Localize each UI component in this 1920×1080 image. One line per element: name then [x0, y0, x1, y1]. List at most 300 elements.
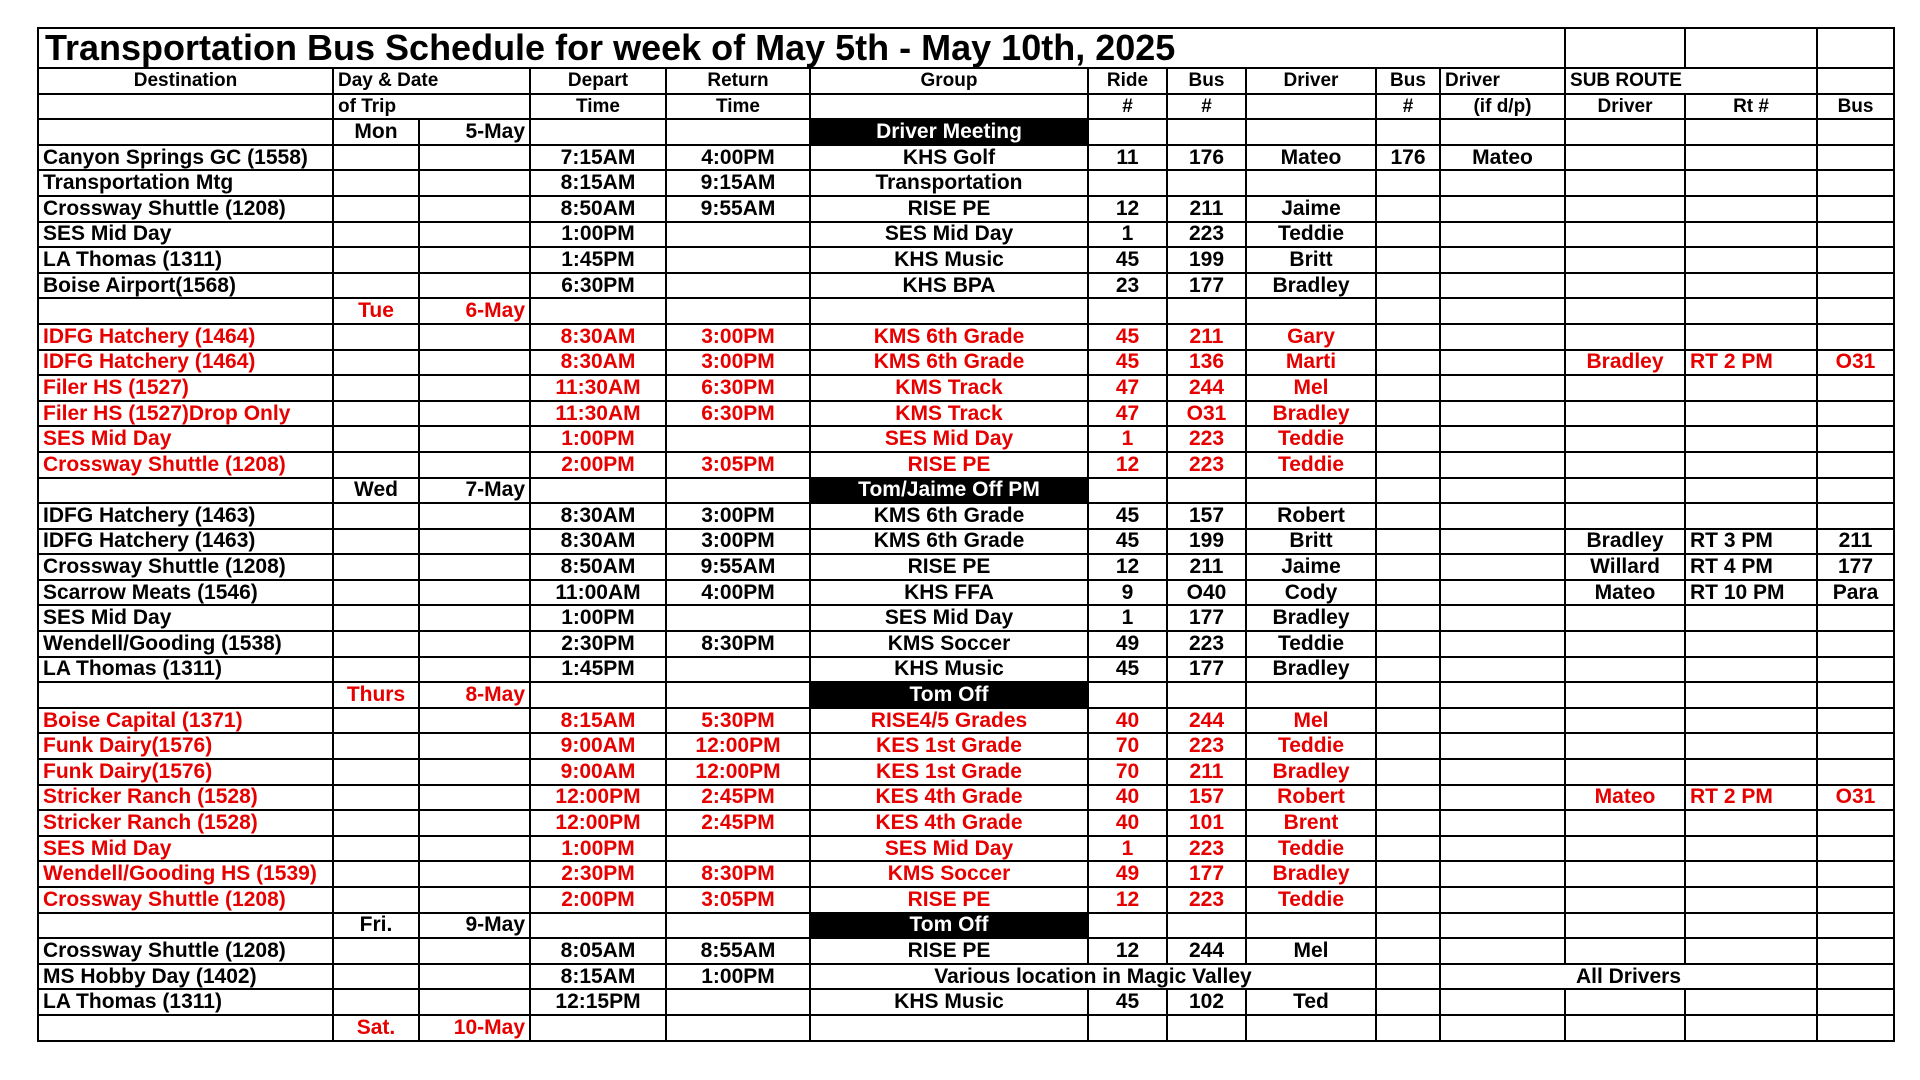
bus-number-cell: 199 — [1167, 529, 1246, 555]
bus-2-cell — [1376, 324, 1440, 350]
empty-cell — [1246, 94, 1376, 120]
destination-cell: SES Mid Day — [38, 426, 333, 452]
driver-cell: Bradley — [1246, 759, 1376, 785]
empty-cell — [1685, 28, 1817, 68]
date-label: 5-May — [419, 119, 530, 145]
bus-2-cell — [1376, 401, 1440, 427]
empty-cell — [1440, 119, 1565, 145]
bus-2-cell — [1376, 247, 1440, 273]
sub-driver-cell — [1565, 989, 1685, 1015]
ride-number-cell: 1 — [1088, 426, 1167, 452]
sub-route-cell — [1685, 324, 1817, 350]
trip-row — [38, 580, 1894, 606]
driver-2-cell — [1440, 452, 1565, 478]
empty-cell — [1817, 119, 1894, 145]
bus-number-cell: 177 — [1167, 657, 1246, 683]
empty-cell — [1817, 913, 1894, 939]
bus-number-cell: O40 — [1167, 580, 1246, 606]
empty-cell — [1565, 298, 1685, 324]
sub-bus-cell: O31 — [1817, 785, 1894, 811]
return-time-cell: 6:30PM — [666, 401, 810, 427]
empty-cell — [333, 375, 419, 401]
trip-row — [38, 222, 1894, 248]
depart-time-cell: 12:15PM — [530, 989, 666, 1015]
empty-cell — [1088, 682, 1167, 708]
bus-number-cell: 244 — [1167, 708, 1246, 734]
trip-row — [38, 273, 1894, 299]
trip-row — [38, 733, 1894, 759]
header-bus-number: # — [1167, 94, 1246, 120]
empty-cell — [1817, 298, 1894, 324]
day-label: Sat. — [333, 1015, 419, 1041]
return-time-cell: 5:30PM — [666, 708, 810, 734]
empty-cell — [419, 503, 530, 529]
bus-2-cell — [1376, 426, 1440, 452]
driver-cell — [1246, 170, 1376, 196]
destination-cell: SES Mid Day — [38, 605, 333, 631]
trip-row — [38, 554, 1894, 580]
trip-row — [38, 657, 1894, 683]
group-cell: RISE PE — [810, 887, 1088, 913]
sub-driver-cell — [1565, 938, 1685, 964]
sub-bus-cell — [1817, 503, 1894, 529]
sub-bus-cell — [1817, 887, 1894, 913]
sub-route-cell: RT 3 PM — [1685, 529, 1817, 555]
empty-cell — [1376, 298, 1440, 324]
return-time-cell: 1:00PM — [666, 964, 810, 990]
header-day-date: Day & Date — [333, 68, 530, 94]
sub-route-cell — [1685, 810, 1817, 836]
empty-cell — [1167, 298, 1246, 324]
empty-cell — [810, 94, 1088, 120]
sub-driver-cell — [1565, 503, 1685, 529]
empty-cell — [1817, 478, 1894, 504]
depart-time-cell: 8:50AM — [530, 196, 666, 222]
empty-cell — [419, 529, 530, 555]
return-time-cell: 12:00PM — [666, 733, 810, 759]
return-time-cell: 8:30PM — [666, 861, 810, 887]
sub-bus-cell — [1817, 708, 1894, 734]
empty-cell — [1376, 1015, 1440, 1041]
day-note: Tom Off — [810, 682, 1088, 708]
driver-cell: Mel — [1246, 938, 1376, 964]
driver-cell: Jaime — [1246, 554, 1376, 580]
destination-cell: IDFG Hatchery (1464) — [38, 324, 333, 350]
depart-time-cell: 8:15AM — [530, 964, 666, 990]
header-if-dp: (if d/p) — [1440, 94, 1565, 120]
depart-time-cell: 1:00PM — [530, 222, 666, 248]
return-time-cell — [666, 989, 810, 1015]
driver-2-cell — [1440, 759, 1565, 785]
sub-driver-cell — [1565, 733, 1685, 759]
empty-cell — [1088, 119, 1167, 145]
driver-2-cell — [1440, 324, 1565, 350]
empty-cell — [419, 170, 530, 196]
empty-cell — [1440, 682, 1565, 708]
driver-2-cell — [1440, 580, 1565, 606]
empty-cell — [1246, 119, 1376, 145]
empty-cell — [1167, 1015, 1246, 1041]
empty-cell — [1246, 913, 1376, 939]
return-time-cell: 4:00PM — [666, 580, 810, 606]
empty-cell — [1440, 478, 1565, 504]
sub-route-cell — [1685, 759, 1817, 785]
header-of-trip: of Trip — [333, 94, 530, 120]
bus-2-cell — [1376, 861, 1440, 887]
driver-2-cell — [1440, 861, 1565, 887]
group-cell: KMS Soccer — [810, 631, 1088, 657]
destination-cell: Crossway Shuttle (1208) — [38, 196, 333, 222]
group-cell: KHS FFA — [810, 580, 1088, 606]
header-ride: Ride — [1088, 68, 1167, 94]
driver-2-cell — [1440, 196, 1565, 222]
group-cell: KMS 6th Grade — [810, 503, 1088, 529]
depart-time-cell: 8:15AM — [530, 170, 666, 196]
depart-time-cell: 8:50AM — [530, 554, 666, 580]
header-bus-2: Bus — [1376, 68, 1440, 94]
return-time-cell — [666, 605, 810, 631]
empty-cell — [1088, 913, 1167, 939]
empty-cell — [1440, 298, 1565, 324]
header-depart-time: Time — [530, 94, 666, 120]
sub-bus-cell — [1817, 375, 1894, 401]
ride-number-cell: 12 — [1088, 554, 1167, 580]
sub-bus-cell: O31 — [1817, 350, 1894, 376]
driver-cell: Gary — [1246, 324, 1376, 350]
empty-cell — [666, 478, 810, 504]
empty-cell — [333, 733, 419, 759]
empty-cell — [1685, 478, 1817, 504]
empty-cell — [1246, 682, 1376, 708]
group-cell: SES Mid Day — [810, 222, 1088, 248]
date-label: 7-May — [419, 478, 530, 504]
sub-route-cell — [1685, 887, 1817, 913]
destination-cell: Crossway Shuttle (1208) — [38, 554, 333, 580]
empty-cell — [419, 964, 530, 990]
empty-cell — [419, 887, 530, 913]
empty-cell — [419, 222, 530, 248]
date-label: 8-May — [419, 682, 530, 708]
empty-cell — [1565, 1015, 1685, 1041]
driver-cell: Bradley — [1246, 273, 1376, 299]
ride-number-cell: 23 — [1088, 273, 1167, 299]
destination-cell: Boise Capital (1371) — [38, 708, 333, 734]
group-cell: KHS Music — [810, 657, 1088, 683]
destination-cell: MS Hobby Day (1402) — [38, 964, 333, 990]
trip-row — [38, 375, 1894, 401]
empty-cell — [419, 273, 530, 299]
day-label: Fri. — [333, 913, 419, 939]
depart-time-cell: 11:00AM — [530, 580, 666, 606]
sub-route-cell — [1685, 426, 1817, 452]
sub-bus-cell — [1817, 426, 1894, 452]
return-time-cell: 9:55AM — [666, 554, 810, 580]
empty-cell — [419, 401, 530, 427]
destination-cell: IDFG Hatchery (1463) — [38, 503, 333, 529]
driver-2-cell — [1440, 605, 1565, 631]
trip-row — [38, 631, 1894, 657]
empty-cell — [419, 989, 530, 1015]
return-time-cell: 2:45PM — [666, 810, 810, 836]
sub-driver-cell — [1565, 631, 1685, 657]
ride-number-cell: 47 — [1088, 401, 1167, 427]
ride-number-cell: 1 — [1088, 605, 1167, 631]
bus-number-cell: 223 — [1167, 733, 1246, 759]
empty-cell — [530, 119, 666, 145]
sub-bus-cell — [1817, 401, 1894, 427]
sub-bus-cell — [1817, 733, 1894, 759]
trip-row — [38, 452, 1894, 478]
header-bus: Bus — [1167, 68, 1246, 94]
depart-time-cell: 1:00PM — [530, 605, 666, 631]
destination-cell: Crossway Shuttle (1208) — [38, 938, 333, 964]
header-sub-driver: Driver — [1565, 94, 1685, 120]
sub-driver-cell — [1565, 759, 1685, 785]
driver-cell: Mel — [1246, 708, 1376, 734]
depart-time-cell: 9:00AM — [530, 759, 666, 785]
depart-time-cell: 8:30AM — [530, 324, 666, 350]
driver-cell: Bradley — [1246, 401, 1376, 427]
empty-cell — [333, 324, 419, 350]
return-time-cell: 6:30PM — [666, 375, 810, 401]
sub-route-cell — [1685, 708, 1817, 734]
bus-number-cell: 177 — [1167, 273, 1246, 299]
trip-row — [38, 810, 1894, 836]
group-cell: RISE PE — [810, 196, 1088, 222]
bus-2-cell — [1376, 836, 1440, 862]
day-label: Mon — [333, 119, 419, 145]
empty-cell — [333, 964, 419, 990]
header-sub-bus: Bus — [1817, 94, 1894, 120]
sub-driver-cell — [1565, 426, 1685, 452]
sub-bus-cell — [1817, 605, 1894, 631]
trip-row — [38, 964, 1894, 990]
return-time-cell — [666, 247, 810, 273]
empty-cell — [333, 759, 419, 785]
trip-row — [38, 529, 1894, 555]
return-time-cell: 3:05PM — [666, 887, 810, 913]
return-time-cell: 4:00PM — [666, 145, 810, 171]
empty-cell — [1376, 119, 1440, 145]
empty-cell — [419, 247, 530, 273]
empty-cell — [419, 605, 530, 631]
ride-number-cell: 40 — [1088, 785, 1167, 811]
empty-cell — [419, 196, 530, 222]
ride-number-cell: 45 — [1088, 529, 1167, 555]
bus-number-cell: 223 — [1167, 836, 1246, 862]
sub-bus-cell — [1817, 170, 1894, 196]
return-time-cell: 3:00PM — [666, 503, 810, 529]
empty-cell — [419, 145, 530, 171]
bus-number-cell: 211 — [1167, 196, 1246, 222]
depart-time-cell: 8:15AM — [530, 708, 666, 734]
bus-number-cell: 136 — [1167, 350, 1246, 376]
empty-cell — [1167, 119, 1246, 145]
empty-cell — [1685, 298, 1817, 324]
driver-2-cell — [1440, 375, 1565, 401]
depart-time-cell: 2:00PM — [530, 887, 666, 913]
empty-cell — [419, 733, 530, 759]
ride-number-cell: 12 — [1088, 887, 1167, 913]
header-return: Return — [666, 68, 810, 94]
empty-cell — [1817, 28, 1894, 68]
empty-cell — [333, 170, 419, 196]
sub-bus-cell — [1817, 861, 1894, 887]
sub-driver-cell — [1565, 145, 1685, 171]
empty-cell — [530, 478, 666, 504]
sub-route-cell — [1685, 452, 1817, 478]
destination-cell: SES Mid Day — [38, 222, 333, 248]
sub-driver-cell — [1565, 810, 1685, 836]
day-note: Tom/Jaime Off PM — [810, 478, 1088, 504]
driver-2-cell — [1440, 657, 1565, 683]
trip-row — [38, 170, 1894, 196]
sub-driver-cell: Bradley — [1565, 350, 1685, 376]
bus-number-cell: 177 — [1167, 605, 1246, 631]
empty-cell — [419, 580, 530, 606]
group-cell: KHS BPA — [810, 273, 1088, 299]
sub-bus-cell — [1817, 273, 1894, 299]
group-cell: RISE PE — [810, 452, 1088, 478]
empty-cell — [1565, 682, 1685, 708]
trip-row — [38, 605, 1894, 631]
sub-route-cell — [1685, 145, 1817, 171]
bus-number-cell: 244 — [1167, 375, 1246, 401]
sub-driver-cell — [1565, 401, 1685, 427]
bus-2-cell — [1376, 375, 1440, 401]
return-time-cell: 3:00PM — [666, 350, 810, 376]
empty-cell — [1565, 28, 1685, 68]
depart-time-cell: 12:00PM — [530, 810, 666, 836]
driver-2-cell — [1440, 938, 1565, 964]
sub-bus-cell: 177 — [1817, 554, 1894, 580]
bus-number-cell: 211 — [1167, 759, 1246, 785]
bus-schedule-table — [37, 27, 1895, 1042]
driver-cell: Teddie — [1246, 426, 1376, 452]
driver-cell: Marti — [1246, 350, 1376, 376]
bus-2-cell — [1376, 554, 1440, 580]
trip-row — [38, 145, 1894, 171]
ride-number-cell: 45 — [1088, 657, 1167, 683]
driver-2-cell — [1440, 733, 1565, 759]
sub-route-cell — [1685, 401, 1817, 427]
empty-cell — [1088, 1015, 1167, 1041]
day-header-row — [38, 682, 1894, 708]
destination-cell: Canyon Springs GC (1558) — [38, 145, 333, 171]
group-cell: SES Mid Day — [810, 605, 1088, 631]
trip-row — [38, 503, 1894, 529]
sub-bus-cell — [1817, 196, 1894, 222]
bus-number-cell: 223 — [1167, 222, 1246, 248]
empty-cell — [666, 682, 810, 708]
driver-cell: Cody — [1246, 580, 1376, 606]
destination-cell: Transportation Mtg — [38, 170, 333, 196]
bus-2-cell — [1376, 170, 1440, 196]
destination-cell: Crossway Shuttle (1208) — [38, 452, 333, 478]
header-bus-2-number: # — [1376, 94, 1440, 120]
return-time-cell: 2:45PM — [666, 785, 810, 811]
trip-row — [38, 324, 1894, 350]
ride-number-cell: 70 — [1088, 733, 1167, 759]
sub-route-cell — [1685, 196, 1817, 222]
day-header-row — [38, 119, 1894, 145]
bus-2-cell — [1376, 887, 1440, 913]
empty-cell — [333, 145, 419, 171]
depart-time-cell: 1:45PM — [530, 247, 666, 273]
destination-cell: Funk Dairy(1576) — [38, 733, 333, 759]
empty-cell — [1817, 68, 1894, 94]
bus-2-cell — [1376, 605, 1440, 631]
group-cell: KES 1st Grade — [810, 759, 1088, 785]
destination-cell: IDFG Hatchery (1463) — [38, 529, 333, 555]
day-header-row — [38, 478, 1894, 504]
empty-cell — [419, 452, 530, 478]
page-title: Transportation Bus Schedule for week of May 5th - May 10th, 2025 — [38, 28, 1565, 68]
bus-2-cell — [1376, 759, 1440, 785]
destination-cell: SES Mid Day — [38, 836, 333, 862]
all-drivers-cell: All Drivers — [1440, 964, 1817, 990]
driver-2-cell — [1440, 989, 1565, 1015]
return-time-cell — [666, 836, 810, 862]
ride-number-cell: 45 — [1088, 989, 1167, 1015]
ride-number-cell: 1 — [1088, 222, 1167, 248]
header-group: Group — [810, 68, 1088, 94]
sub-route-cell — [1685, 375, 1817, 401]
sub-route-cell — [1685, 861, 1817, 887]
bus-number-cell: 211 — [1167, 554, 1246, 580]
driver-cell: Brent — [1246, 810, 1376, 836]
group-cell: RISE4/5 Grades — [810, 708, 1088, 734]
depart-time-cell: 11:30AM — [530, 401, 666, 427]
ride-number-cell: 45 — [1088, 503, 1167, 529]
empty-cell — [419, 554, 530, 580]
date-label: 6-May — [419, 298, 530, 324]
trip-row — [38, 426, 1894, 452]
sub-route-cell — [1685, 631, 1817, 657]
driver-2-cell — [1440, 222, 1565, 248]
empty-cell — [1817, 682, 1894, 708]
group-cell: KMS 6th Grade — [810, 529, 1088, 555]
group-cell: KES 4th Grade — [810, 810, 1088, 836]
return-time-cell — [666, 426, 810, 452]
sub-driver-cell — [1565, 324, 1685, 350]
empty-cell — [38, 478, 333, 504]
driver-cell: Teddie — [1246, 631, 1376, 657]
header-sub-rt: Rt # — [1685, 94, 1817, 120]
empty-cell — [1565, 913, 1685, 939]
trip-row — [38, 708, 1894, 734]
destination-cell: Wendell/Gooding HS (1539) — [38, 861, 333, 887]
driver-cell: Bradley — [1246, 657, 1376, 683]
empty-cell — [333, 708, 419, 734]
bus-number-cell: 177 — [1167, 861, 1246, 887]
header-depart: Depart — [530, 68, 666, 94]
empty-cell — [333, 196, 419, 222]
bus-2-cell — [1376, 733, 1440, 759]
destination-cell: Scarrow Meats (1546) — [38, 580, 333, 606]
ride-number-cell: 40 — [1088, 708, 1167, 734]
trip-row — [38, 989, 1894, 1015]
empty-cell — [666, 298, 810, 324]
depart-time-cell: 6:30PM — [530, 273, 666, 299]
bus-2-cell — [1376, 196, 1440, 222]
depart-time-cell: 1:00PM — [530, 836, 666, 862]
empty-cell — [419, 785, 530, 811]
sub-driver-cell — [1565, 273, 1685, 299]
empty-cell — [333, 580, 419, 606]
sub-route-cell: RT 2 PM — [1685, 350, 1817, 376]
bus-2-cell — [1376, 708, 1440, 734]
